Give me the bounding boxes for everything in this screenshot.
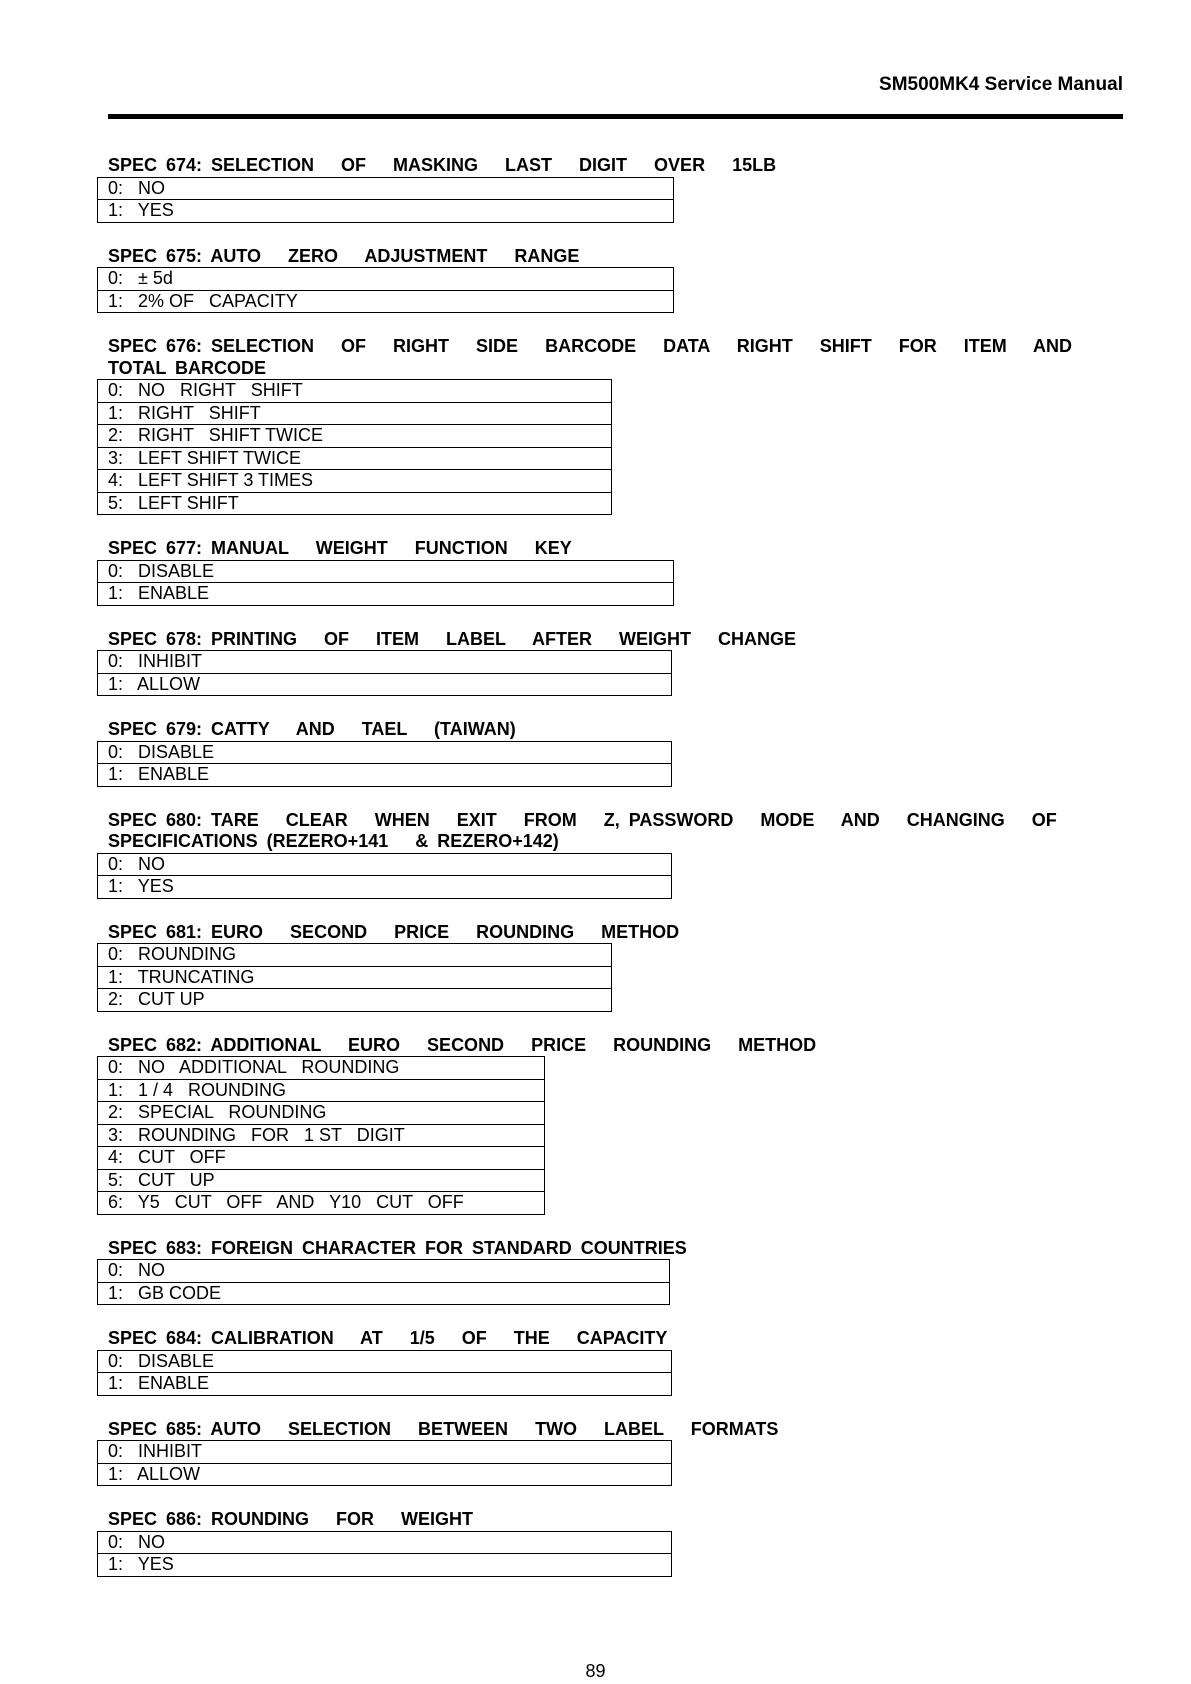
option-cell: 0: DISABLE xyxy=(98,1350,672,1373)
header-divider xyxy=(108,114,1123,119)
option-cell: 1: YES xyxy=(98,1554,672,1577)
table-row xyxy=(98,1147,545,1170)
spec-title: SPEC 675: AUTO ZERO ADJUSTMENT RANGE xyxy=(108,245,580,266)
option-cell: 0: NO xyxy=(98,1260,670,1283)
spec-options-table xyxy=(97,1440,672,1486)
table-row xyxy=(98,268,674,291)
table-row xyxy=(98,470,612,493)
spec-title: SPEC 674: SELECTION OF MASKING LAST DIGIT OVER 15LB xyxy=(108,155,777,175)
option-cell: 0: NO xyxy=(98,853,672,876)
table-row xyxy=(98,673,672,696)
option-cell: 0: NO xyxy=(98,1531,672,1554)
spec-679 xyxy=(97,719,1127,787)
option-cell: 3: LEFT SHIFT TWICE xyxy=(98,447,612,470)
spec-options-table xyxy=(97,1531,672,1577)
spec-options-table xyxy=(97,379,612,515)
table-row xyxy=(98,1057,545,1080)
option-cell: 3: ROUNDING FOR 1 ST DIGIT xyxy=(98,1124,545,1147)
option-cell: 1: ENABLE xyxy=(98,1373,672,1396)
spec-options-table xyxy=(97,943,612,1012)
option-cell: 2: CUT UP xyxy=(98,989,612,1012)
option-cell: 1: ALLOW xyxy=(98,673,672,696)
table-row xyxy=(98,1102,545,1125)
table-row xyxy=(98,1554,672,1577)
table-row xyxy=(98,853,672,876)
table-row xyxy=(98,1260,670,1283)
table-row xyxy=(98,560,674,583)
option-cell: 0: NO RIGHT SHIFT xyxy=(98,380,612,403)
spec-list xyxy=(97,155,1127,1600)
spec-options-table xyxy=(97,1350,672,1396)
spec-680 xyxy=(97,810,1127,899)
spec-title: SPEC 681: EURO SECOND PRICE ROUNDING METHOD xyxy=(108,921,680,942)
spec-title: SPEC 685: AUTO SELECTION BETWEEN TWO LABEL FORMATS xyxy=(108,1418,779,1439)
table-row xyxy=(98,1463,672,1486)
option-cell: 1: TRUNCATING xyxy=(98,966,612,989)
spec-678 xyxy=(97,629,1127,697)
table-row xyxy=(98,1373,672,1396)
table-row xyxy=(98,1441,672,1464)
table-row xyxy=(98,380,612,403)
spec-683 xyxy=(97,1238,1127,1306)
page-number: 89 xyxy=(585,1661,606,1681)
option-cell: 1: GB CODE xyxy=(98,1282,670,1305)
spec-674 xyxy=(97,155,1127,223)
table-row xyxy=(98,1192,545,1215)
spec-options-table xyxy=(97,560,674,606)
option-cell: 0: ROUNDING xyxy=(98,944,612,967)
spec-options-table xyxy=(97,741,672,787)
option-cell: 4: CUT OFF xyxy=(98,1147,545,1170)
option-cell: 1: YES xyxy=(98,876,672,899)
option-cell: 1: ENABLE xyxy=(98,764,672,787)
spec-options-table xyxy=(97,267,674,313)
spec-676 xyxy=(97,336,1127,515)
spec-title: SPEC 682: ADDITIONAL EURO SECOND PRICE ROUNDING METHOD xyxy=(108,1034,817,1055)
spec-options-table xyxy=(97,177,674,223)
table-row xyxy=(98,966,612,989)
option-cell: 5: CUT UP xyxy=(98,1169,545,1192)
spec-title: SPEC 684: CALIBRATION AT 1/5 OF THE CAPACITY xyxy=(108,1328,668,1348)
spec-685 xyxy=(97,1419,1127,1487)
table-row xyxy=(98,583,674,606)
spec-681 xyxy=(97,922,1127,1012)
option-cell: 1: 1 / 4 ROUNDING xyxy=(98,1079,545,1102)
table-row xyxy=(98,1079,545,1102)
spec-options-table xyxy=(97,1259,670,1305)
table-row xyxy=(98,200,674,223)
option-cell: 2: SPECIAL ROUNDING xyxy=(98,1102,545,1125)
manual-title: SM500MK4 Service Manual xyxy=(879,74,1123,95)
table-row xyxy=(98,1169,545,1192)
option-cell: 5: LEFT SHIFT xyxy=(98,492,612,515)
option-cell: 6: Y5 CUT OFF AND Y10 CUT OFF xyxy=(98,1192,545,1215)
option-cell: 0: DISABLE xyxy=(98,741,672,764)
option-cell: 0: NO xyxy=(98,177,674,200)
table-row xyxy=(98,764,672,787)
spec-title: SPEC 676: SELECTION OF RIGHT SIDE BARCODE DATA RIGHT SHIFT FOR ITEM AND TOTAL BARCODE xyxy=(108,336,1082,378)
spec-677 xyxy=(97,538,1127,606)
spec-title: SPEC 679: CATTY AND TAEL (TAIWAN) xyxy=(108,719,516,739)
option-cell: 1: ALLOW xyxy=(98,1463,672,1486)
spec-684 xyxy=(97,1328,1127,1396)
option-cell: 0: ± 5d xyxy=(98,268,674,291)
table-row xyxy=(98,944,612,967)
option-cell: 2: RIGHT SHIFT TWICE xyxy=(98,425,612,448)
table-row xyxy=(98,876,672,899)
option-cell: 0: NO ADDITIONAL ROUNDING xyxy=(98,1057,545,1080)
spec-options-table xyxy=(97,853,672,899)
table-row xyxy=(98,425,612,448)
option-cell: 1: YES xyxy=(98,200,674,223)
spec-686 xyxy=(97,1509,1127,1577)
option-cell: 0: INHIBIT xyxy=(98,651,672,674)
table-row xyxy=(98,651,672,674)
table-row xyxy=(98,447,612,470)
spec-title: SPEC 683: FOREIGN CHARACTER FOR STANDARD COUNTRIES xyxy=(108,1237,687,1258)
table-row xyxy=(98,177,674,200)
option-cell: 0: DISABLE xyxy=(98,560,674,583)
table-row xyxy=(98,741,672,764)
table-row xyxy=(98,290,674,313)
spec-title: SPEC 686: ROUNDING FOR WEIGHT xyxy=(108,1509,474,1529)
spec-title: SPEC 677: MANUAL WEIGHT FUNCTION KEY xyxy=(108,538,572,558)
spec-682 xyxy=(97,1035,1127,1215)
table-row xyxy=(98,1350,672,1373)
option-cell: 1: ENABLE xyxy=(98,583,674,606)
table-row xyxy=(98,492,612,515)
table-row xyxy=(98,1282,670,1305)
option-cell: 1: 2% OF CAPACITY xyxy=(98,290,674,313)
option-cell: 4: LEFT SHIFT 3 TIMES xyxy=(98,470,612,493)
spec-675 xyxy=(97,246,1127,314)
table-row xyxy=(98,1124,545,1147)
spec-options-table xyxy=(97,650,672,696)
table-row xyxy=(98,402,612,425)
table-row xyxy=(98,989,612,1012)
spec-title: SPEC 680: TARE CLEAR WHEN EXIT FROM Z, PASSWORD MODE AND CHANGING OF SPECIFICATIONS (REZERO+141 & REZERO+142) xyxy=(108,809,1084,851)
table-row xyxy=(98,1531,672,1554)
option-cell: 1: RIGHT SHIFT xyxy=(98,402,612,425)
spec-title: SPEC 678: PRINTING OF ITEM LABEL AFTER WEIGHT CHANGE xyxy=(108,628,797,649)
option-cell: 0: INHIBIT xyxy=(98,1441,672,1464)
spec-options-table xyxy=(97,1056,545,1215)
